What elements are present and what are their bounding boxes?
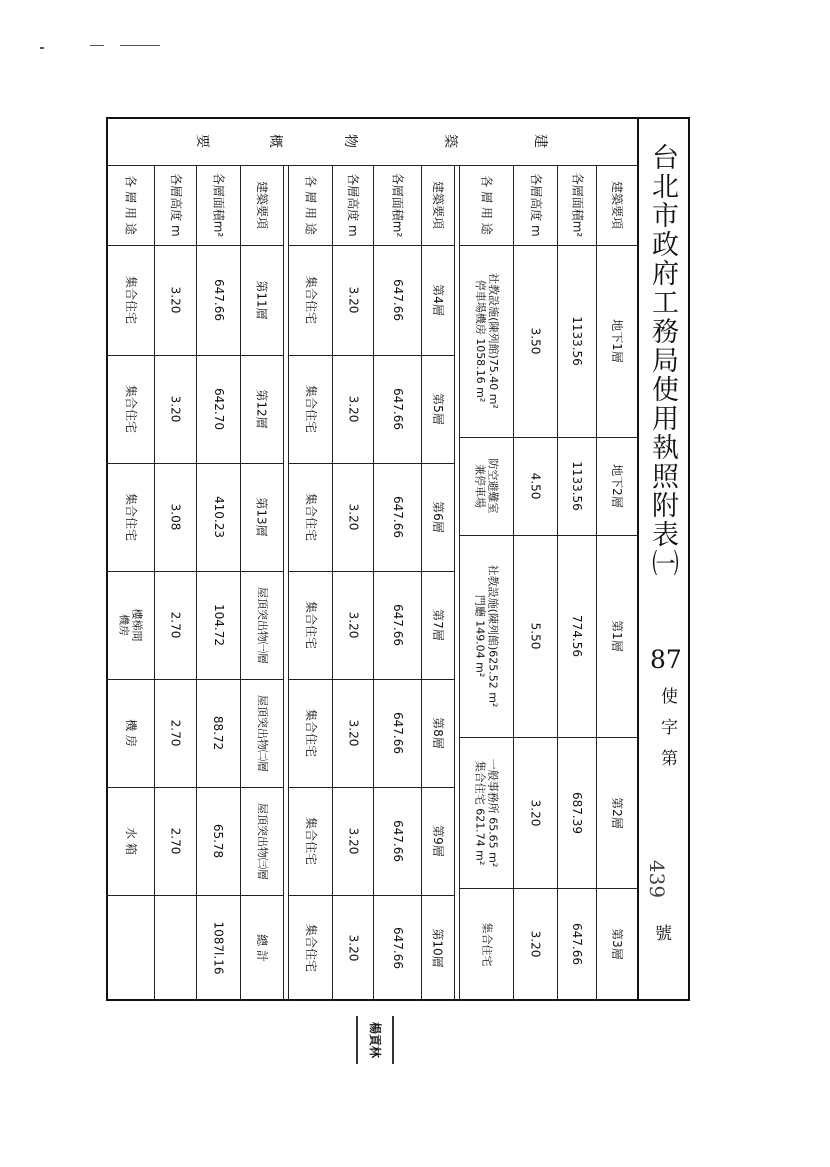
- permit-number: 439: [645, 859, 670, 899]
- side-label-1: 建: [532, 134, 548, 148]
- use-cell: 一般事務所 65.65 m² 集合住宅 621.74 m²: [473, 758, 500, 867]
- area-cell: 647.66: [211, 279, 226, 321]
- row-label: 各層面積m²: [570, 172, 585, 238]
- row-label: 建築要項: [255, 180, 270, 230]
- height-cell: 3.20: [346, 934, 360, 961]
- area-cell: 647.66: [390, 926, 405, 969]
- use-cell: 集合住宅: [480, 922, 493, 966]
- floor-cell: 第3層: [609, 928, 624, 960]
- floor-cell: 第7層: [430, 609, 445, 641]
- permit-year: 87: [650, 645, 682, 674]
- side-label-5: 要: [194, 134, 210, 148]
- use-cell: 機 房: [123, 719, 138, 747]
- height-cell: 3.20: [346, 719, 360, 747]
- height-cell: 3.20: [168, 395, 183, 423]
- row-label: 各層高度 m: [346, 173, 361, 237]
- area-cell: 1133.56: [570, 316, 584, 366]
- height-cell: 3.20: [346, 286, 360, 314]
- use-cell: 水 箱: [123, 827, 138, 855]
- use-cell: 社教設施(陳列館)625.52 m² 門廳 149.04 m²: [473, 564, 500, 708]
- height-cell: 4.50: [528, 472, 543, 500]
- row-label: 各 層 用 途: [303, 175, 318, 235]
- height-cell: 3.08: [168, 503, 183, 531]
- floor-cell: 第9層: [430, 825, 445, 857]
- floor-cell: 第13層: [255, 497, 269, 537]
- block-separator: [283, 165, 284, 1001]
- permit-label: 使字第: [657, 687, 677, 780]
- height-cell: 3.20: [528, 930, 543, 958]
- row-label: 各 層 用 途: [123, 175, 138, 235]
- row-label: 各層面積m²: [390, 172, 405, 238]
- height-cell: 5.50: [528, 622, 543, 650]
- area-cell: 647.66: [570, 923, 584, 965]
- signature-stamp: 楊貢林: [356, 1016, 394, 1064]
- row-label: 建築要項: [431, 180, 446, 230]
- use-cell: 集合住宅: [303, 923, 318, 972]
- side-label-3: 物: [342, 134, 358, 148]
- use-cell: 集合住宅: [123, 492, 138, 542]
- row-label: 各層高度 m: [168, 173, 183, 237]
- floor-cell: 第4層: [430, 284, 445, 316]
- floor-cell: 屋頂突出物㈠層: [255, 586, 269, 664]
- area-cell: 647.66: [390, 820, 405, 862]
- area-cell: 65.78: [211, 823, 226, 859]
- scan-speck: [40, 47, 44, 49]
- area-cell: 647.66: [390, 712, 405, 754]
- area-cell: 642.70: [211, 388, 226, 430]
- height-cell: 3.20: [168, 286, 183, 314]
- area-cell: 687.39: [570, 791, 584, 834]
- row-label: 各 層 用 途: [479, 175, 494, 235]
- height-cell: 3.20: [528, 799, 543, 826]
- floor-cell: 第8層: [430, 717, 445, 749]
- area-cell: 1133.56: [570, 461, 584, 511]
- height-cell: 2.70: [168, 719, 183, 747]
- floor-cell: 第10層: [431, 927, 445, 968]
- floor-cell: 屋頂突出物㈡層: [255, 694, 269, 772]
- floor-cell: 第1層: [609, 620, 624, 652]
- use-cell: 集合住宅: [123, 275, 138, 325]
- document-title: 台北市政府工務局使用執照附表㈠: [647, 143, 678, 578]
- area-cell: 647.66: [390, 604, 405, 646]
- use-cell: 集合住宅: [123, 384, 138, 434]
- floor-cell: 第5層: [430, 393, 445, 425]
- use-cell: 集合住宅: [303, 816, 318, 866]
- use-cell: 社教設施(陳列館)75.40 m² 停車場機房 1058.16 m²: [473, 273, 500, 409]
- height-cell: 2.70: [168, 611, 183, 639]
- floor-cell: 地下2層: [610, 464, 625, 508]
- area-cell: 647.66: [390, 496, 405, 538]
- height-cell: 3.20: [346, 395, 360, 423]
- use-cell: 集合住宅: [303, 492, 318, 542]
- area-cell: 104.72: [211, 604, 226, 646]
- title-divider: [637, 117, 639, 1001]
- floor-cell: 第11層: [255, 280, 269, 320]
- use-cell: 樓梯間 機房: [117, 608, 144, 642]
- area-cell: 410.23: [211, 496, 226, 538]
- row-label: 各層高度 m: [528, 173, 543, 237]
- total-label: 總 計: [254, 933, 269, 962]
- floor-cell: 地下1層: [610, 319, 625, 363]
- row-label: 建築要項: [610, 180, 625, 230]
- height-cell: 2.70: [168, 827, 183, 855]
- use-cell: 集合住宅: [303, 600, 318, 650]
- title-column: [638, 117, 690, 1001]
- total-area: 1087l.16: [211, 921, 226, 974]
- height-cell: 3.20: [346, 611, 360, 639]
- height-cell: 3.20: [346, 827, 360, 855]
- area-cell: 647.66: [390, 388, 405, 430]
- scan-speck: [90, 45, 104, 46]
- use-cell: 集合住宅: [303, 384, 318, 434]
- side-label-4: 概: [267, 134, 283, 148]
- floor-cell: 第2層: [609, 796, 624, 829]
- floor-cell: 屋頂突出物㈢層: [255, 802, 269, 880]
- area-cell: 88.72: [211, 715, 226, 751]
- use-cell: 集合住宅: [303, 708, 318, 758]
- floor-cell: 第6層: [430, 501, 445, 533]
- row-label: 各層面積m²: [211, 172, 226, 238]
- area-cell: 647.66: [390, 279, 405, 321]
- scan-speck: [120, 45, 160, 46]
- floor-cell: 第12層: [255, 389, 269, 429]
- height-cell: 3.20: [346, 503, 360, 531]
- height-cell: 3.50: [528, 327, 543, 355]
- block-separator: [454, 165, 455, 1001]
- side-label-2: 築: [442, 134, 458, 148]
- use-cell: 集合住宅: [303, 275, 318, 325]
- use-cell: 防空避難室 兼停車場: [473, 458, 500, 514]
- area-cell: 774.56: [570, 615, 584, 657]
- permit-suffix: 號: [655, 924, 672, 944]
